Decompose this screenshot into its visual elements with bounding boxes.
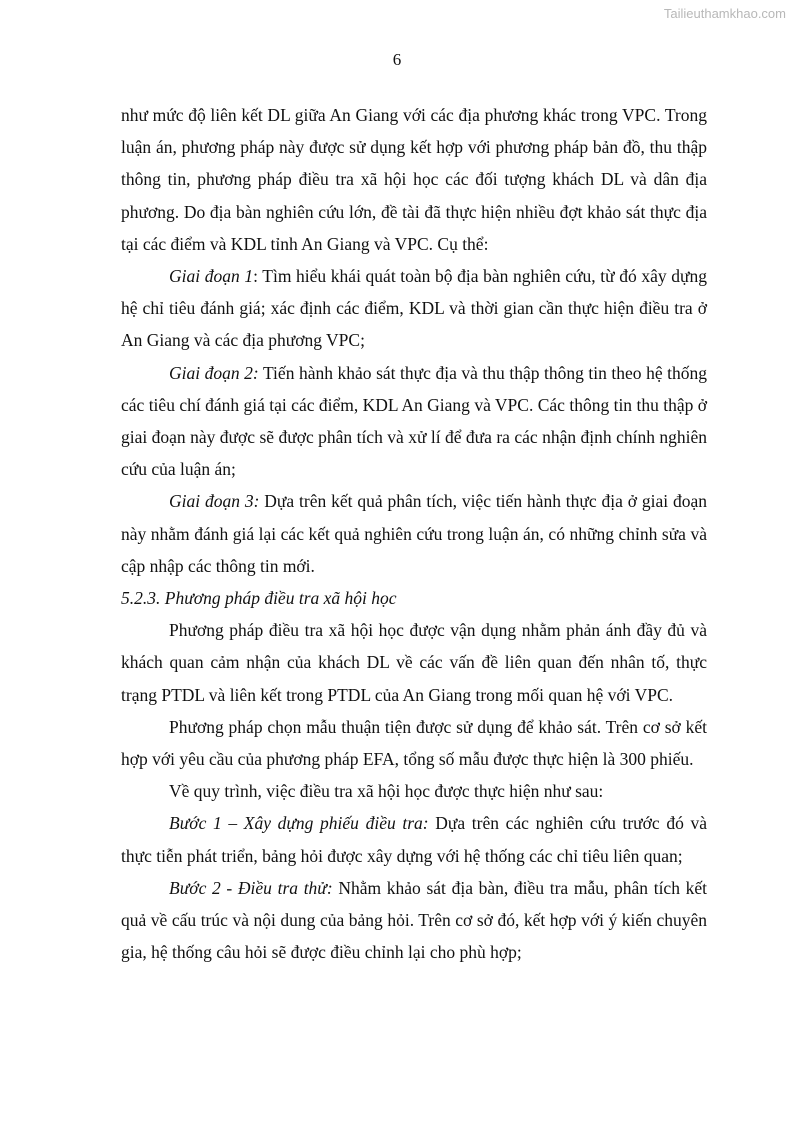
paragraph-stage-1	[121, 260, 707, 357]
page-number: 6	[392, 50, 402, 69]
paragraph-sampling: Phương pháp chọn mẫu thuận tiện được sử dụng để khảo sát. Trên cơ sở kết hợp với yêu cầu của phương pháp EFA, tổng số mẫu được thực hiện là 300 phiếu.	[121, 716, 707, 770]
paragraph-method: Phương pháp điều tra xã hội học được vận dụng nhằm phản ánh đầy đủ và khách quan cảm nhận của khách DL về các vấn đề liên quan đến nhân tố, thực trạng PTDL và liên kết trong PTDL của An Giang trong mối quan hệ với VPC.	[121, 620, 707, 705]
stage-1-label: Giai đoạn 1	[169, 266, 254, 287]
stage-3-label: Giai đoạn 3:	[169, 491, 260, 512]
watermark: Tailieuthamkhao.com	[663, 6, 786, 21]
stage-1-text: : Tìm hiểu khái quát toàn bộ địa bàn nghiên cứu, từ đó xây dựng hệ chỉ tiêu đánh giá; xác định các điểm, KDL và thời gian cần thực hiện điều tra ở An Giang và các địa phương VPC;	[121, 266, 707, 351]
step-1-text: Dựa trên các nghiên cứu trước đó và thực tiễn phát triển, bảng hỏi được xây dựng với hệ thống các chỉ tiêu liên quan;	[121, 813, 707, 866]
paragraph-stage-3	[121, 485, 707, 582]
stage-2-label: Giai đoạn 2:	[169, 362, 259, 383]
step-1-label: Bước 1 – Xây dựng phiếu điều tra:	[169, 813, 429, 834]
stage-2-text: Tiến hành khảo sát thực địa và thu thập thông tin theo hệ thống các tiêu chí đánh giá tại các điểm, KDL An Giang và VPC. Các thông tin thu thập ở giai đoạn này được sẽ được phân tích và xử lí để đưa ra các nhận định chính nghiên cứu của luận án;	[121, 362, 707, 480]
paragraph-procedure: Về quy trình, việc điều tra xã hội học được thực hiện như sau:	[169, 781, 604, 802]
paragraph-intro: như mức độ liên kết DL giữa An Giang với các địa phương khác trong VPC. Trong luận án, phương pháp này được sử dụng kết hợp với phương pháp bản đồ, thu thập thông tin, phương pháp điều tra xã hội học các đối tượng khách DL và dân địa phương. Do địa bàn nghiên cứu lớn, đề tài đã thực hiện nhiều đợt khảo sát thực địa tại các điểm và KDL tỉnh An Giang và VPC. Cụ thể:	[121, 105, 707, 254]
section-heading: 5.2.3. Phương pháp điều tra xã hội học	[121, 588, 397, 609]
step-2-text: Nhằm khảo sát địa bàn, điều tra mẫu, phân tích kết quả về cấu trúc và nội dung của bảng hỏi. Trên cơ sở đó, kết hợp với ý kiến chuyên gia, hệ thống câu hỏi sẽ được điều chỉnh lại cho phù hợp;	[121, 877, 707, 963]
paragraph-stage-2	[121, 357, 707, 486]
step-2-label: Bước 2 - Điều tra thử:	[169, 877, 333, 898]
stage-3-text: Dựa trên kết quả phân tích, việc tiến hành thực địa ở giai đoạn này nhằm đánh giá lại các kết quả nghiên cứu trong luận án, có những chỉnh sửa và cập nhập các thông tin mới.	[121, 491, 707, 576]
paragraph-step-1	[121, 807, 707, 871]
document-body	[121, 99, 707, 968]
paragraph-step-2	[121, 872, 707, 969]
